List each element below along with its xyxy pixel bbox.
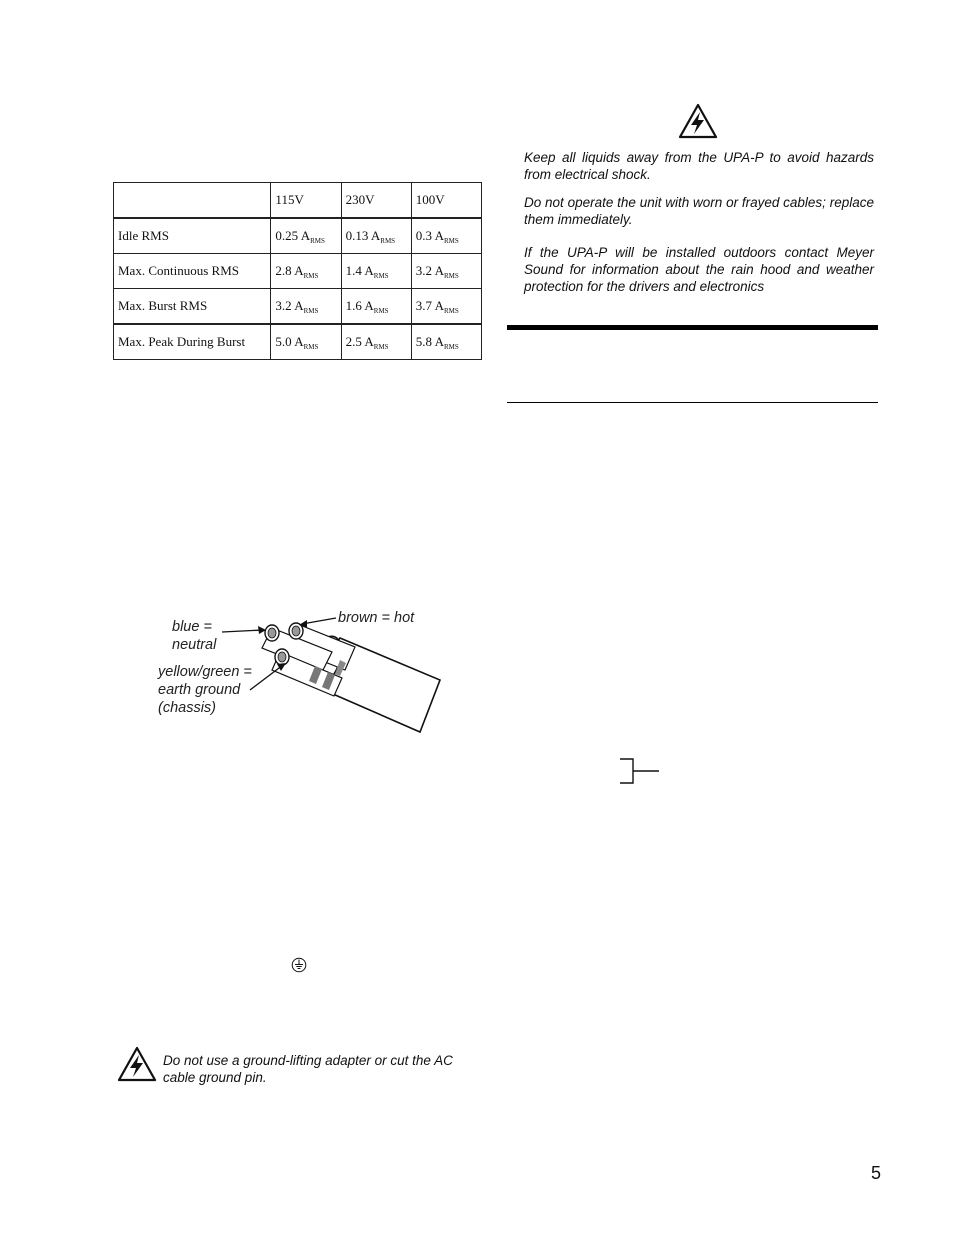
cell-unit: RMS: [443, 342, 459, 351]
row-label: Max. Peak During Burst: [114, 324, 271, 360]
warning-paragraph: Do not operate the unit with worn or frayed cables; replace them immediately.: [524, 195, 874, 227]
ground-pin-warning: Do not use a ground-lifting adapter or cut the AC cable ground pin.: [163, 1053, 453, 1085]
cell-value: 2.5 A: [345, 333, 374, 349]
cell-value: 3.2 A: [415, 262, 444, 278]
table-cell: [411, 289, 481, 325]
cell-unit: RMS: [373, 271, 389, 280]
table-cell: [341, 324, 411, 360]
table-row: [114, 289, 482, 325]
cell-unit: RMS: [373, 306, 389, 315]
cell-unit: RMS: [443, 306, 459, 315]
table-cell: [341, 289, 411, 325]
neutral-label-line1: blue =: [172, 619, 212, 635]
table-cell: [411, 324, 481, 360]
page-number: 5: [871, 1163, 882, 1183]
table-header-cell: 115V: [271, 183, 341, 219]
row-label: Max. Continuous RMS: [114, 254, 271, 289]
cell-value: 0.13 A: [345, 227, 381, 243]
table-cell: [271, 254, 341, 289]
warning-paragraph: If the UPA-P will be installed outdoors contact Meyer Sound for information about the rain hood and weather protection for the drivers and electronics: [524, 245, 874, 294]
table-row: [114, 324, 482, 360]
high-voltage-warning-icon: [117, 1046, 157, 1082]
cell-unit: RMS: [443, 236, 459, 245]
cell-value: 3.7 A: [415, 297, 444, 313]
hot-label-text: brown = hot: [338, 610, 415, 626]
cell-unit: RMS: [303, 306, 319, 315]
row-label: Idle RMS: [114, 218, 271, 254]
cell-unit: RMS: [303, 271, 319, 280]
cell-value: 5.8 A: [415, 333, 444, 349]
section-divider-thin: [507, 402, 878, 403]
table-header-cell: [114, 183, 271, 219]
hot-wire-label: [338, 609, 414, 627]
cell-unit: RMS: [380, 236, 396, 245]
table-header-cell: 100V: [411, 183, 481, 219]
table-cell: [271, 324, 341, 360]
ground-label-line2: earth ground: [158, 682, 241, 698]
table-cell: [271, 289, 341, 325]
neutral-wire-label: [172, 618, 216, 654]
row-label: Max. Burst RMS: [114, 289, 271, 325]
cell-unit: RMS: [310, 236, 325, 245]
cell-value: 3.2 A: [275, 297, 304, 313]
cell-unit: RMS: [443, 271, 459, 280]
bracket-connector-line: [617, 757, 661, 785]
table-header-cell: 230V: [341, 183, 411, 219]
ground-label-line1: yellow/green =: [158, 664, 252, 680]
ground-wire-label: [158, 663, 252, 717]
table-header-row: [114, 183, 482, 219]
current-draw-table: [113, 182, 482, 360]
cell-unit: RMS: [373, 342, 389, 351]
protective-earth-icon: [291, 957, 307, 973]
high-voltage-warning-icon: [678, 103, 718, 139]
warning-paragraph: Keep all liquids away from the UPA-P to avoid hazards from electrical shock.: [524, 150, 874, 182]
electrical-safety-warnings: [524, 149, 874, 306]
neutral-label-line2: neutral: [172, 637, 217, 653]
table-row: [114, 254, 482, 289]
ground-label-line3: (chassis): [158, 700, 217, 716]
table-cell: [411, 218, 481, 254]
cell-value: 2.8 A: [275, 262, 304, 278]
section-divider-thick: [507, 325, 878, 330]
table-cell: [341, 218, 411, 254]
cell-value: 0.3 A: [415, 227, 444, 243]
cell-unit: RMS: [303, 342, 319, 351]
table-cell: [341, 254, 411, 289]
table-cell: [411, 254, 481, 289]
table-row: [114, 218, 482, 254]
cell-value: 5.0 A: [275, 333, 304, 349]
cell-value: 0.25 A: [275, 227, 311, 243]
cell-value: 1.6 A: [345, 297, 374, 313]
table-cell: [271, 218, 341, 254]
cell-value: 1.4 A: [345, 262, 374, 278]
